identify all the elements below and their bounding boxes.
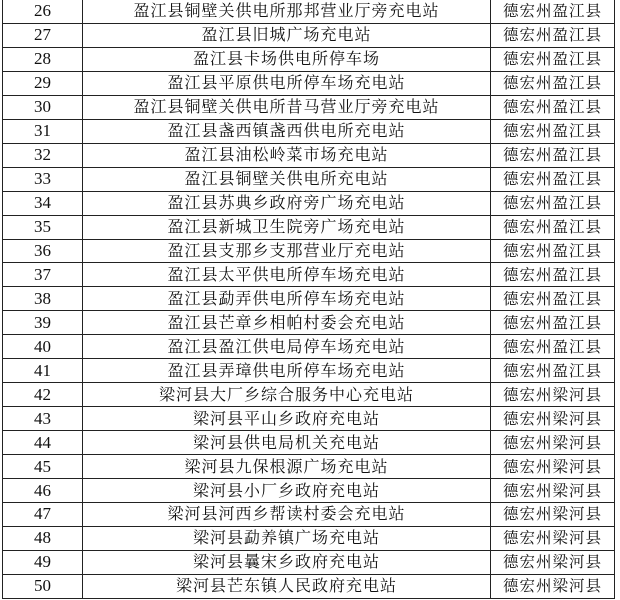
table-row: [3, 191, 615, 215]
charging-station-table: [2, 0, 615, 599]
station-name-cell: 梁河县供电局机关充电站: [83, 431, 491, 455]
region-cell: 德宏州盈江县: [491, 191, 615, 215]
region-cell: 德宏州梁河县: [491, 407, 615, 431]
station-name-cell: 盈江县支那乡支那营业厅充电站: [83, 239, 491, 263]
row-number-cell: 46: [3, 479, 83, 503]
region-cell: 德宏州盈江县: [491, 287, 615, 311]
table-row: [3, 71, 615, 95]
station-name-cell: 盈江县卡场供电所停车场: [83, 47, 491, 71]
row-number-cell: 44: [3, 431, 83, 455]
station-name-cell: 盈江县油松岭菜市场充电站: [83, 143, 491, 167]
region-cell: 德宏州梁河县: [491, 503, 615, 527]
row-number-cell: 37: [3, 263, 83, 287]
region-cell: 德宏州盈江县: [491, 311, 615, 335]
region-cell: 德宏州盈江县: [491, 143, 615, 167]
station-name-cell: 盈江县芒章乡相帕村委会充电站: [83, 311, 491, 335]
station-name-cell: 梁河县河西乡帮读村委会充电站: [83, 503, 491, 527]
station-name-cell: 梁河县小厂乡政府充电站: [83, 479, 491, 503]
row-number-cell: 33: [3, 167, 83, 191]
region-cell: 德宏州盈江县: [491, 167, 615, 191]
region-cell: 德宏州盈江县: [491, 119, 615, 143]
row-number-cell: 40: [3, 335, 83, 359]
table-body: [3, 0, 615, 598]
table-row: [3, 526, 615, 550]
row-number-cell: 36: [3, 239, 83, 263]
table-row: [3, 407, 615, 431]
region-cell: 德宏州盈江县: [491, 95, 615, 119]
region-cell: 德宏州盈江县: [491, 335, 615, 359]
station-name-cell: 盈江县铜壁关供电所昔马营业厅旁充电站: [83, 95, 491, 119]
region-cell: 德宏州梁河县: [491, 383, 615, 407]
region-cell: 德宏州盈江县: [491, 0, 615, 23]
region-cell: 德宏州盈江县: [491, 263, 615, 287]
row-number-cell: 30: [3, 95, 83, 119]
row-number-cell: 35: [3, 215, 83, 239]
table-row: [3, 167, 615, 191]
station-name-cell: 盈江县铜壁关供电所那邦营业厅旁充电站: [83, 0, 491, 23]
station-name-cell: 盈江县新城卫生院旁广场充电站: [83, 215, 491, 239]
station-name-cell: 梁河县曩宋乡政府充电站: [83, 550, 491, 574]
region-cell: 德宏州梁河县: [491, 526, 615, 550]
row-number-cell: 32: [3, 143, 83, 167]
table-row: [3, 95, 615, 119]
row-number-cell: 45: [3, 455, 83, 479]
table-row: [3, 0, 615, 23]
region-cell: 德宏州盈江县: [491, 239, 615, 263]
station-name-cell: 盈江县苏典乡政府旁广场充电站: [83, 191, 491, 215]
row-number-cell: 38: [3, 287, 83, 311]
region-cell: 德宏州梁河县: [491, 431, 615, 455]
station-name-cell: 梁河县大厂乡综合服务中心充电站: [83, 383, 491, 407]
row-number-cell: 48: [3, 526, 83, 550]
row-number-cell: 50: [3, 574, 83, 598]
station-name-cell: 盈江县平原供电所停车场充电站: [83, 71, 491, 95]
row-number-cell: 43: [3, 407, 83, 431]
row-number-cell: 42: [3, 383, 83, 407]
table-row: [3, 383, 615, 407]
region-cell: 德宏州盈江县: [491, 359, 615, 383]
table-row: [3, 479, 615, 503]
station-name-cell: 梁河县芒东镇人民政府充电站: [83, 574, 491, 598]
table-row: [3, 335, 615, 359]
row-number-cell: 26: [3, 0, 83, 23]
row-number-cell: 31: [3, 119, 83, 143]
table-row: [3, 359, 615, 383]
table-row: [3, 431, 615, 455]
station-name-cell: 盈江县盈江供电局停车场充电站: [83, 335, 491, 359]
station-name-cell: 盈江县弄璋供电所停车场充电站: [83, 359, 491, 383]
region-cell: 德宏州梁河县: [491, 574, 615, 598]
station-name-cell: 梁河县平山乡政府充电站: [83, 407, 491, 431]
station-name-cell: 盈江县勐弄供电所停车场充电站: [83, 287, 491, 311]
row-number-cell: 28: [3, 47, 83, 71]
row-number-cell: 29: [3, 71, 83, 95]
station-name-cell: 盈江县旧城广场充电站: [83, 23, 491, 47]
table-row: [3, 215, 615, 239]
table-row: [3, 119, 615, 143]
row-number-cell: 47: [3, 503, 83, 527]
station-name-cell: 盈江县太平供电所停车场充电站: [83, 263, 491, 287]
row-number-cell: 27: [3, 23, 83, 47]
region-cell: 德宏州盈江县: [491, 23, 615, 47]
table-row: [3, 503, 615, 527]
region-cell: 德宏州梁河县: [491, 479, 615, 503]
region-cell: 德宏州盈江县: [491, 47, 615, 71]
station-name-cell: 梁河县勐养镇广场充电站: [83, 526, 491, 550]
table-row: [3, 574, 615, 598]
station-name-cell: 盈江县铜壁关供电所充电站: [83, 167, 491, 191]
table-row: [3, 47, 615, 71]
row-number-cell: 49: [3, 550, 83, 574]
table-row: [3, 455, 615, 479]
table-row: [3, 263, 615, 287]
charging-station-table-container: [2, 0, 614, 599]
table-row: [3, 311, 615, 335]
region-cell: 德宏州梁河县: [491, 455, 615, 479]
row-number-cell: 34: [3, 191, 83, 215]
row-number-cell: 39: [3, 311, 83, 335]
table-row: [3, 143, 615, 167]
station-name-cell: 梁河县九保根源广场充电站: [83, 455, 491, 479]
region-cell: 德宏州梁河县: [491, 550, 615, 574]
table-row: [3, 239, 615, 263]
station-name-cell: 盈江县盏西镇盏西供电所充电站: [83, 119, 491, 143]
row-number-cell: 41: [3, 359, 83, 383]
region-cell: 德宏州盈江县: [491, 215, 615, 239]
table-row: [3, 23, 615, 47]
table-row: [3, 550, 615, 574]
table-row: [3, 287, 615, 311]
region-cell: 德宏州盈江县: [491, 71, 615, 95]
